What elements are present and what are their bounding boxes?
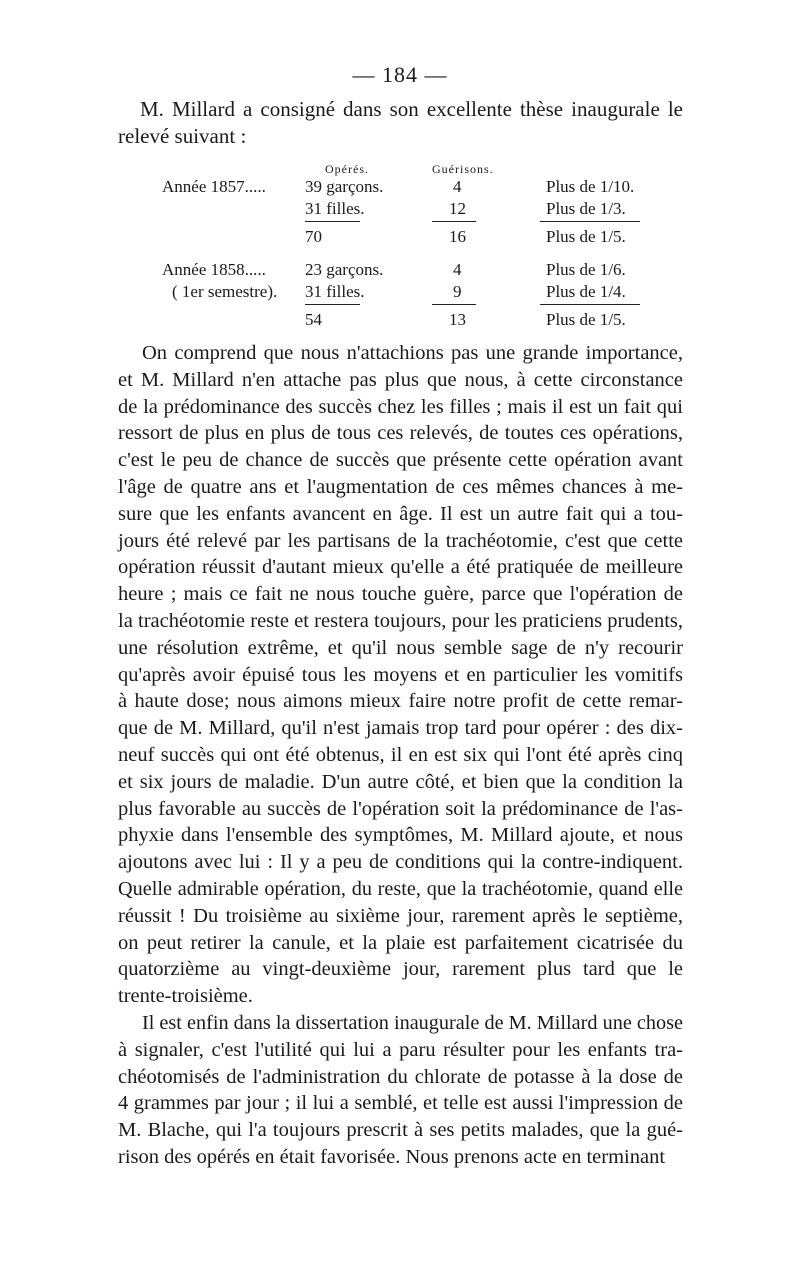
text-line: et M. Millard n'en attache pas plus que nous, à cette circonstance: [118, 368, 683, 391]
text-line: que de M. Millard, qu'il n'est jamais trop tard pour opérer : des dix-: [118, 717, 683, 740]
text-line: jours été relevé par les partisans de la trachéotomie, c'est que cette: [118, 529, 683, 552]
total-rule: [305, 304, 360, 305]
text-line: réussit ! Du troisième au sixième jour, rarement après le septième,: [118, 904, 683, 927]
table-total-cured: 16: [449, 227, 466, 246]
text-line: ajoutons avec lui : Il y a peu de conditions qui la contre-indiquent.: [118, 851, 683, 874]
text-line: on peut retirer la canule, et la plaie est parfaitement cicatrisée du: [118, 931, 683, 954]
table-cell-operated: 31 filles.: [305, 199, 365, 218]
text-line: qu'après avoir épuisé tous les moyens et en particulier les vomitifs: [118, 663, 683, 686]
table-total-ratio: Plus de 1/5.: [546, 227, 626, 246]
text-line: la trachéotomie reste et restera toujours, pour les praticiens prudents,: [118, 609, 683, 632]
header-operated: Opérés.: [325, 162, 369, 176]
paragraph: [118, 340, 683, 1010]
text-line: sure que les enfants avancent en âge. Il est un autre fait qui a tou-: [118, 502, 683, 525]
total-rule: [432, 304, 476, 305]
text-line: heure ; mais ce fait ne nous touche guère, parce que l'opération de: [118, 583, 683, 606]
header-cured: Guérisons.: [432, 162, 494, 176]
text-line: M. Blache, qui l'a toujours prescrit à ses petits malades, que la gué-: [118, 1119, 683, 1142]
group1-label: Année 1857.....: [162, 177, 266, 196]
table-cell-operated: 31 filles.: [305, 282, 365, 301]
text-line: 4 grammes par jour ; il lui a semblé, et telle est aussi l'impression de: [118, 1092, 683, 1115]
text-line: ressort de plus en plus de tous ces relevés, de toutes ces opérations,: [118, 422, 683, 445]
paragraph: [118, 1010, 683, 1171]
table-cell-operated: 23 garçons.: [305, 260, 384, 279]
table-cell-ratio: Plus de 1/4.: [546, 282, 626, 301]
table-total-cured: 13: [449, 310, 466, 329]
statistics-table: [0, 0, 800, 340]
table-cell-cured: 9: [453, 282, 462, 301]
text-line: phyxie dans l'ensemble des symptômes, M. Millard ajoute, et nous: [118, 824, 683, 847]
table-total-operated: 70: [305, 227, 322, 246]
table-cell-operated: 39 garçons.: [305, 177, 384, 196]
text-line: une résolution extrême, et qu'il nous semble sage de n'y recourir: [118, 636, 683, 659]
table-cell-ratio: Plus de 1/6.: [546, 260, 626, 279]
text-line: Quelle admirable opération, du reste, que la trachéotomie, quand elle: [118, 877, 683, 900]
text-line: opération réussit d'autant mieux qu'elle a été pratiquée de meilleure: [118, 556, 683, 579]
table-total-operated: 54: [305, 310, 322, 329]
text-line: c'est le peu de chance de succès que présente cette opération avant: [118, 449, 683, 472]
text-line: à signaler, c'est l'utilité qui lui a paru résulter pour les enfants tra-: [118, 1038, 683, 1061]
text-line: neuf succès qui ont été obtenus, il en est six qui l'ont été après cinq: [118, 743, 683, 766]
body-text: [118, 340, 683, 1171]
table-cell-cured: 4: [453, 177, 462, 196]
text-line: rison des opérés en était favorisée. Nous prenons acte en terminant: [118, 1145, 666, 1168]
page-number: — 184 —: [352, 62, 448, 87]
text-line: et six jours de maladie. D'un autre côté, et bien que la condition la: [118, 770, 683, 793]
table-total-ratio: Plus de 1/5.: [546, 310, 626, 329]
text-line: On comprend que nous n'attachions pas une grande importance,: [142, 342, 683, 364]
table-cell-ratio: Plus de 1/10.: [546, 177, 635, 196]
text-line: à haute dose; nous aimons mieux faire notre profit de cette remar-: [118, 690, 683, 713]
group2-label: Année 1858.....: [162, 260, 266, 279]
text-line: plus favorable au succès de l'opération soit la prédominance de l'as-: [118, 797, 683, 820]
intro-line: relevé suivant :: [118, 124, 247, 148]
text-line: Il est enfin dans la dissertation inaugurale de M. Millard une chose: [142, 1011, 683, 1034]
total-rule: [432, 221, 476, 222]
group2-sublabel: ( 1er semestre).: [172, 282, 278, 301]
table-cell-cured: 4: [453, 260, 462, 279]
text-line: trente-troisième.: [118, 985, 253, 1008]
text-line: l'âge de quatre ans et l'augmentation de ces mêmes chances à me-: [118, 475, 683, 498]
total-rule: [540, 304, 640, 305]
intro-line: M. Millard a consigné dans son excellente thèse inaugurale le: [140, 97, 683, 121]
table-cell-ratio: Plus de 1/3.: [546, 199, 626, 218]
text-line: quatorzième au vingt-deuxième jour, rarement plus tard que le: [118, 958, 683, 981]
total-rule: [305, 221, 360, 222]
table-cell-cured: 12: [449, 199, 466, 218]
text-line: de la prédominance des succès chez les filles ; mais il est un fait qui: [118, 395, 683, 418]
total-rule: [540, 221, 640, 222]
text-line: chéotomisés de l'administration du chlorate de potasse à la dose de: [118, 1065, 683, 1088]
